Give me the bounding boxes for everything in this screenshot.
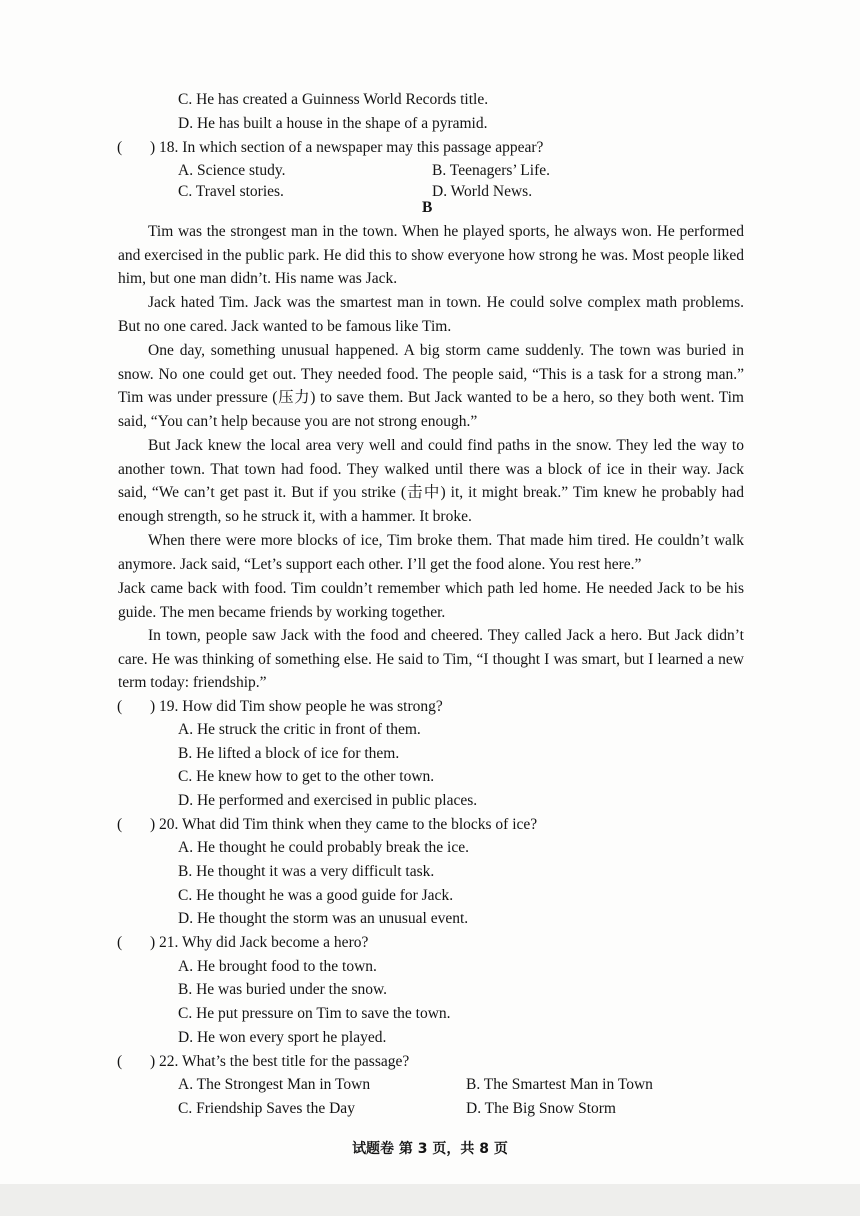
paragraph-text: But Jack knew the local area very well and could find paths in the snow. They led the way to another town. That town had food. They walked until there was a block of ice in their way. Jack said, “We can’t get past it. But if you strike (击中) it, it might break.” Tim knew he probably had enough strength, so he struck it, with a hammer. It broke.: [118, 437, 744, 525]
paragraph-text: Jack came back with food. Tim couldn’t remember which path led home. He needed Jack to be his guide. The men became friends by working together.: [118, 580, 744, 621]
q18-stem: ) 18. In which section of a newspaper may this passage appear?: [150, 139, 544, 156]
q18-option-b: B. Teenagers’ Life.: [432, 162, 550, 179]
q17-option-c: C. He has created a Guinness World Records title.: [178, 91, 489, 108]
paragraph-text: In town, people saw Jack with the food and cheered. They called Jack a hero. But Jack didn’t care. He was thinking of something else. He said to Tim, “I thought I was smart, but I learned a new term today: friendship.”: [118, 627, 744, 692]
passage-paragraph: [118, 529, 744, 576]
q20-stem: ) 20. What did Tim think when they came to the blocks of ice?: [150, 816, 538, 833]
paragraph-text: Jack hated Tim. Jack was the smartest man in town. He could solve complex math problems. But no one cared. Jack wanted to be famous like Tim.: [118, 294, 744, 335]
q20-option-b: B. He thought it was a very difficult task.: [178, 863, 435, 880]
q19-option-d: D. He performed and exercised in public places.: [178, 792, 478, 809]
q18-answer-paren: (: [117, 139, 123, 156]
q21-option-d: D. He won every sport he played.: [178, 1029, 387, 1046]
passage-paragraph: [118, 339, 744, 433]
q19-option-a: A. He struck the critic in front of them.: [178, 721, 421, 738]
paragraph-text: One day, something unusual happened. A big storm came suddenly. The town was buried in snow. No one could get out. They needed food. The people said, “This is a task for a strong man.” Tim was under pressure (压力) to save them. But Jack wanted to be a hero, so they both went. Tim said, “You can’t help because you are not strong enough.”: [118, 342, 744, 430]
q19-stem: ) 19. How did Tim show people he was strong?: [150, 698, 443, 715]
scan-bottom-margin: [0, 1184, 860, 1216]
passage-paragraph: [118, 220, 744, 291]
paragraph-text: When there were more blocks of ice, Tim broke them. That made him tired. He couldn’t walk anymore. Jack said, “Let’s support each other. I’ll get the food alone. You rest here.”: [118, 532, 744, 573]
q18-option-c: C. Travel stories.: [178, 183, 284, 200]
q22-option-a: A. The Strongest Man in Town: [178, 1076, 371, 1093]
passage-paragraph: [118, 577, 744, 624]
paragraph-text: Tim was the strongest man in the town. When he played sports, he always won. He performed and exercised in the public park. He did this to show everyone how strong he was. Most people liked him, but one man didn’t. His name was Jack.: [118, 223, 744, 288]
q21-stem: ) 21. Why did Jack become a hero?: [150, 934, 369, 951]
q22-stem: ) 22. What’s the best title for the passage?: [150, 1053, 410, 1070]
passage-paragraph: [118, 291, 744, 338]
q22-option-c: C. Friendship Saves the Day: [178, 1100, 355, 1117]
q19-answer-paren: (: [117, 698, 123, 715]
q18-option-a: A. Science study.: [178, 162, 286, 179]
q19-option-b: B. He lifted a block of ice for them.: [178, 745, 400, 762]
q21-answer-paren: (: [117, 934, 123, 951]
q20-option-d: D. He thought the storm was an unusual event.: [178, 910, 469, 927]
q20-answer-paren: (: [117, 816, 123, 833]
q20-option-c: C. He thought he was a good guide for Jack.: [178, 887, 454, 904]
q22-answer-paren: (: [117, 1053, 123, 1070]
q21-option-b: B. He was buried under the snow.: [178, 981, 388, 998]
section-heading: B: [422, 199, 433, 216]
passage-paragraph: [118, 624, 744, 695]
q20-option-a: A. He thought he could probably break the ice.: [178, 839, 469, 856]
q18-option-d: D. World News.: [432, 183, 533, 200]
q22-option-d: D. The Big Snow Storm: [466, 1100, 616, 1117]
q22-option-b: B. The Smartest Man in Town: [466, 1076, 653, 1093]
q21-option-a: A. He brought food to the town.: [178, 958, 377, 975]
page-footer: 试题卷 第 3 页，共 8 页: [352, 1141, 508, 1157]
q17-option-d: D. He has built a house in the shape of a pyramid.: [178, 115, 488, 132]
q19-option-c: C. He knew how to get to the other town.: [178, 768, 435, 785]
passage-paragraph: [118, 434, 744, 528]
q21-option-c: C. He put pressure on Tim to save the town.: [178, 1005, 451, 1022]
